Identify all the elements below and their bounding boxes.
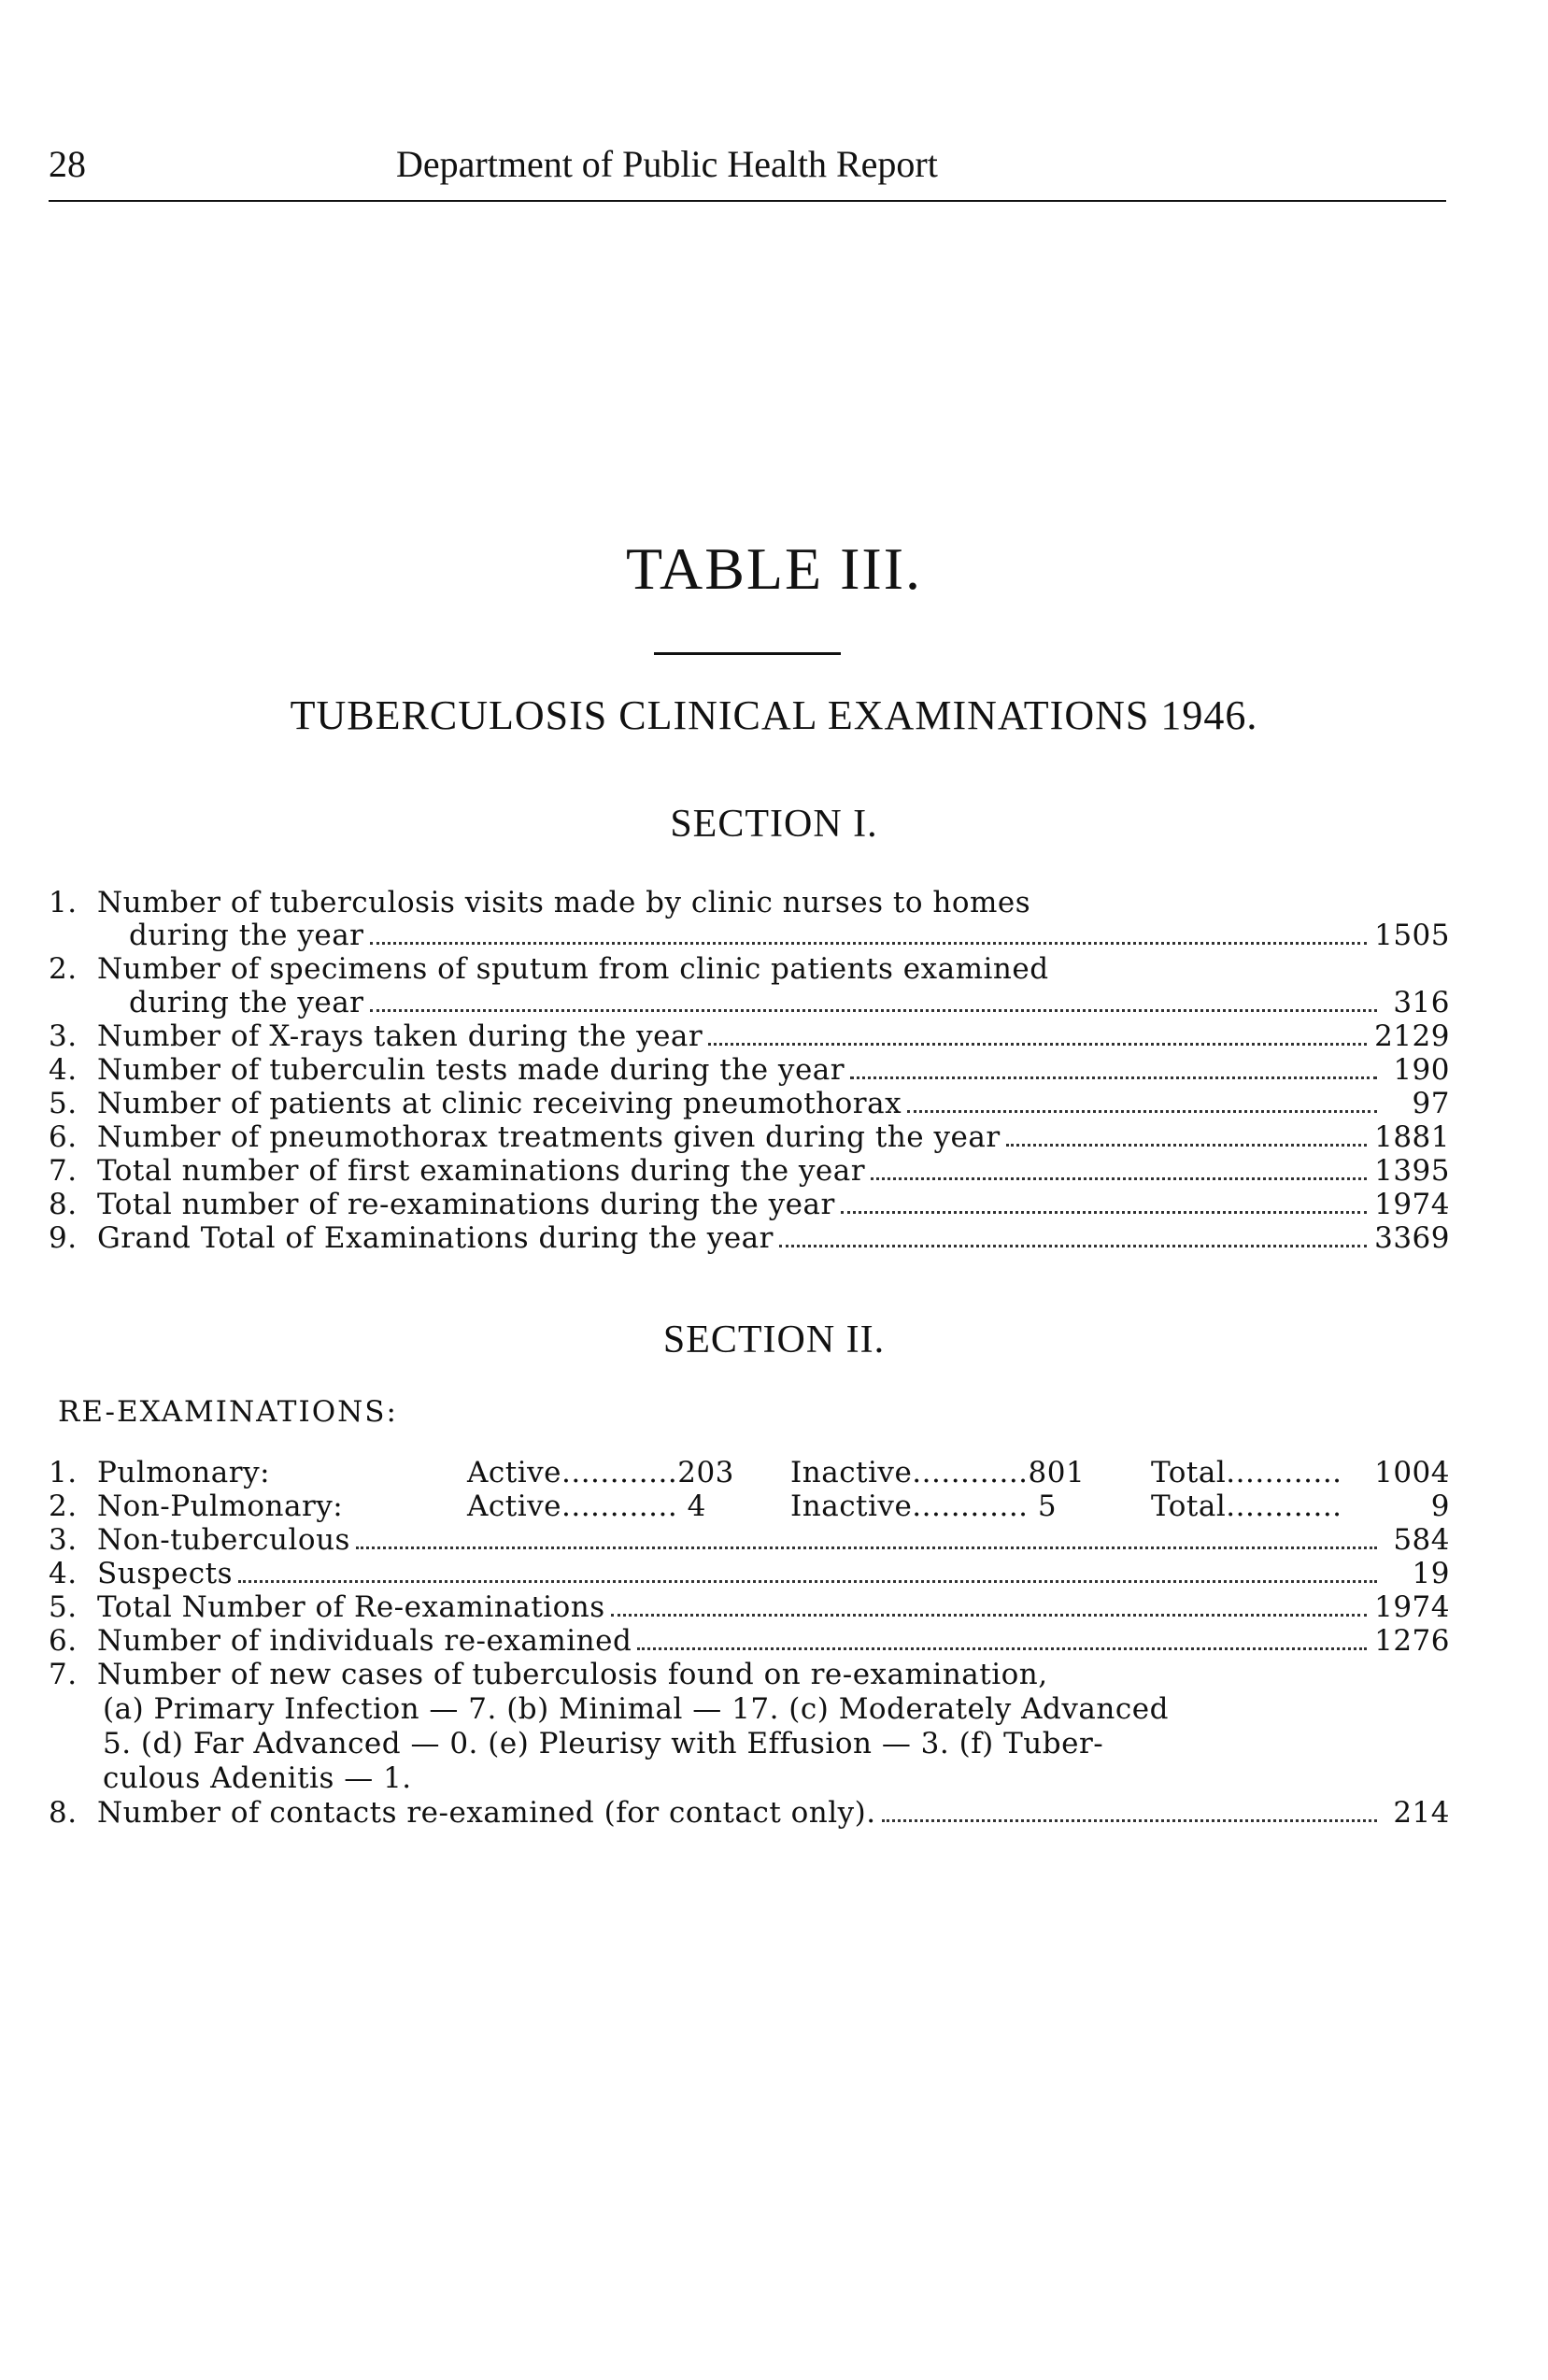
item-text: Total number of re-examinations during the year [97, 1188, 835, 1221]
list-item [49, 1087, 1450, 1122]
page-header [49, 142, 1446, 202]
leader-dots [637, 1647, 1367, 1650]
list-item-continuation [49, 986, 1450, 1021]
leader-dots [1006, 1144, 1367, 1147]
item-number: 1. [49, 886, 78, 919]
item-number: 4. [49, 1557, 78, 1590]
item-value: 1395 [1374, 1154, 1450, 1188]
item-number: 3. [49, 1019, 78, 1053]
item-text: Number of new cases of tuberculosis found on re-examination, [97, 1658, 1048, 1691]
total-label: Total............ [1151, 1489, 1342, 1523]
item-number: 5. [49, 1087, 78, 1120]
list-item [49, 1590, 1450, 1626]
pulmonary-row [49, 1456, 1450, 1491]
item-text: Total Number of Re-examinations [97, 1590, 605, 1624]
inactive-count: Inactive............ 5 [790, 1489, 1058, 1523]
item-text: Number of patients at clinic receiving pneumothorax [97, 1087, 902, 1120]
list-item [49, 1053, 1450, 1089]
item-value: 97 [1412, 1087, 1450, 1120]
list-item [49, 1188, 1450, 1223]
item-value: 214 [1393, 1796, 1450, 1830]
item-text: 5. (d) Far Advanced — 0. (e) Pleurisy with Effusion — 3. (f) Tuber- [103, 1727, 1104, 1760]
list-item [49, 1221, 1450, 1257]
item-number: 1. [49, 1456, 78, 1489]
leader-dots [850, 1076, 1377, 1079]
leader-dots [356, 1546, 1377, 1549]
list-item [49, 1557, 1450, 1592]
page-number: 28 [49, 143, 86, 185]
leader-dots [907, 1110, 1377, 1113]
item-number: 7. [49, 1658, 78, 1691]
item-number: 4. [49, 1053, 78, 1087]
list-item [49, 1523, 1450, 1559]
item-number: 8. [49, 1796, 78, 1830]
item-text: Number of pneumothorax treatments given during the year [97, 1120, 1001, 1154]
item-text: Grand Total of Examinations during the year [97, 1221, 774, 1255]
item-value: 1881 [1374, 1120, 1450, 1154]
item-value: 316 [1393, 986, 1450, 1019]
item-text: (a) Primary Infection — 7. (b) Minimal — 17. (c) Moderately Advanced [103, 1692, 1169, 1726]
item-text: Pulmonary: [97, 1456, 271, 1489]
item-text: Suspects [97, 1557, 234, 1590]
item-value: 2129 [1374, 1019, 1450, 1053]
item-text: Number of contacts re-examined (for contact only). [97, 1796, 876, 1830]
item-text: Number of tuberculosis visits made by clinic nurses to homes [97, 886, 1031, 919]
item-number: 2. [49, 952, 78, 986]
running-title: Department of Public Health Report [396, 143, 938, 185]
leader-dots [708, 1043, 1367, 1046]
title-divider [654, 652, 841, 655]
item-value: 3369 [1374, 1221, 1450, 1255]
item-text: Non-Pulmonary: [97, 1489, 344, 1523]
non-pulmonary-row [49, 1489, 1450, 1525]
item-number: 3. [49, 1523, 78, 1557]
list-item-continuation [49, 919, 1450, 954]
list-item [49, 1796, 1450, 1831]
item-number: 8. [49, 1188, 78, 1221]
item-value: 1276 [1374, 1624, 1450, 1658]
item-number: 6. [49, 1120, 78, 1154]
item-text: during the year [129, 986, 364, 1019]
item-value: 1505 [1374, 919, 1450, 952]
list-item [49, 1624, 1450, 1660]
list-item [49, 1154, 1450, 1190]
item-value: 9 [1430, 1489, 1450, 1523]
list-item [49, 1019, 1450, 1055]
item-number: 6. [49, 1624, 78, 1658]
table-subtitle: TUBERCULOSIS CLINICAL EXAMINATIONS 1946. [290, 692, 1258, 738]
item-value: 1974 [1374, 1590, 1450, 1624]
item-number: 5. [49, 1590, 78, 1624]
item-value: 190 [1393, 1053, 1450, 1087]
item-text: during the year [129, 919, 364, 952]
item-text: culous Adenitis — 1. [103, 1761, 412, 1795]
list-item [49, 886, 1450, 921]
leader-dots [841, 1211, 1367, 1214]
leader-dots [370, 942, 1368, 945]
item-value: 584 [1393, 1523, 1450, 1557]
reexaminations-label: RE-EXAMINATIONS: [58, 1395, 398, 1429]
item-number: 2. [49, 1489, 78, 1523]
item-text: Number of X-rays taken during the year [97, 1019, 703, 1053]
item-number: 7. [49, 1154, 78, 1188]
list-item [49, 952, 1450, 988]
item-text: Number of specimens of sputum from clinic patients examined [97, 952, 1049, 986]
leader-dots [238, 1580, 1377, 1583]
leader-dots [779, 1245, 1367, 1247]
item-number: 9. [49, 1221, 78, 1255]
total-label: Total............ [1151, 1456, 1342, 1489]
active-count: Active............ 4 [467, 1489, 706, 1523]
item-text: Number of individuals re-examined [97, 1624, 632, 1658]
item-text: Number of tuberculin tests made during the year [97, 1053, 845, 1087]
item-text: Total number of first examinations during the year [97, 1154, 866, 1188]
item-value: 19 [1412, 1557, 1450, 1590]
list-item-new-cases [49, 1658, 1450, 1798]
inactive-count: Inactive............801 [790, 1456, 1086, 1489]
active-count: Active............203 [467, 1456, 734, 1489]
section-2-heading: SECTION II. [662, 1318, 886, 1361]
item-value: 1974 [1374, 1188, 1450, 1221]
leader-dots [882, 1819, 1377, 1822]
item-value: 1004 [1374, 1456, 1450, 1489]
table-title: TABLE III. [626, 535, 922, 602]
list-item [49, 1120, 1450, 1156]
section-1-heading: SECTION I. [670, 803, 878, 846]
leader-dots [611, 1614, 1367, 1617]
item-text: Non-tuberculous [97, 1523, 350, 1557]
leader-dots [370, 1009, 1378, 1012]
leader-dots [871, 1177, 1367, 1180]
